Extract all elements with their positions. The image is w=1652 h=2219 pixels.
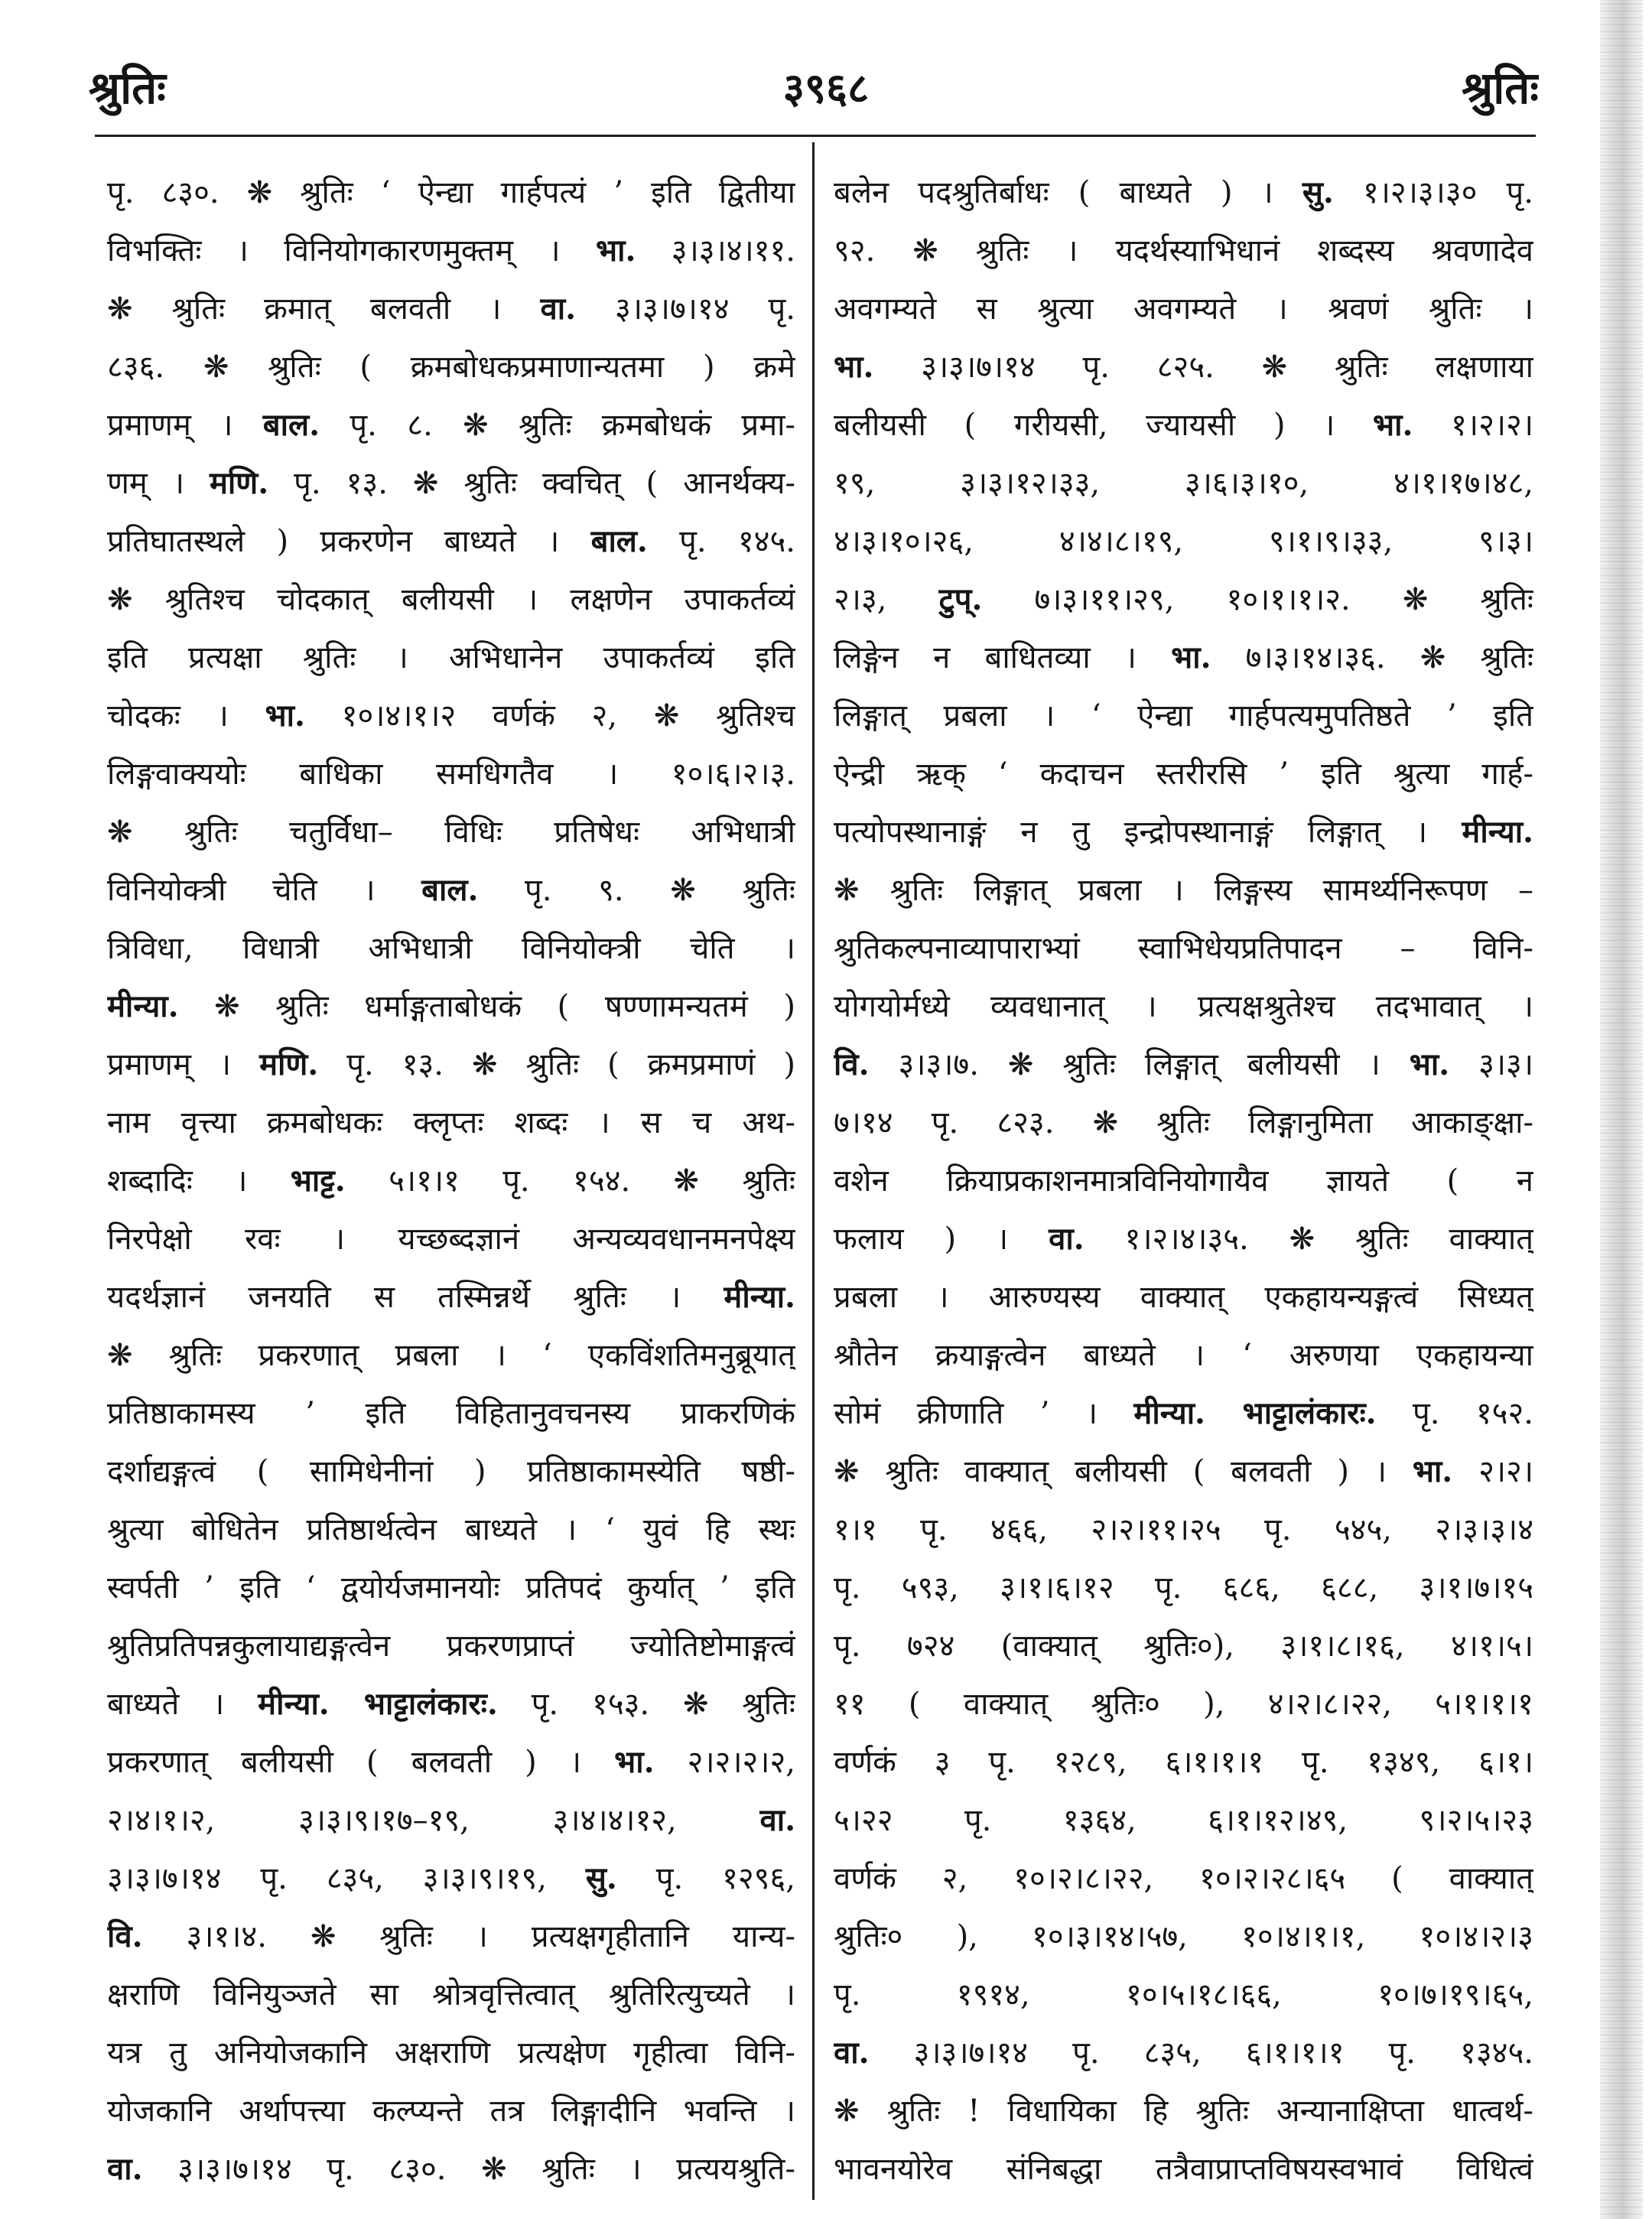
text-run: बलीयसी ( गरीयसी, ज्यायसी ) ।: [834, 408, 1374, 443]
text-run: ३।३।७।१४ पृ. ८२५. ❋ श्रुतिः लक्षणाया: [873, 350, 1533, 385]
text-line: [834, 396, 1533, 454]
text-line: [107, 1617, 795, 1675]
text-run: वर्णकं २, १०।२।८।२२, १०।२।२८।६५ ( वाक्यात्: [834, 1861, 1533, 1896]
text-run: श्रुतिकल्पनाव्यापाराभ्यां स्वाभिधेयप्रतिपादन – विनि-: [834, 931, 1533, 966]
text-line: [107, 1094, 795, 1152]
source-abbreviation: भा.: [265, 698, 305, 734]
page-number: ३९६८: [782, 63, 870, 112]
text-line: [107, 861, 795, 919]
source-abbreviation: भा.: [1409, 1046, 1450, 1082]
text-run: ११ ( वाक्यात् श्रुतिः० ), ४।२।८।२२, ५।१।१।१: [834, 1687, 1533, 1722]
text-run: श्रौतेन क्रयाङ्गत्वेन बाध्यते । ‘ अरुणया एकहायन्या: [834, 1338, 1533, 1373]
text-run: पृ. १३. ❋ श्रुतिः ( क्रमप्रमाणं ): [318, 1047, 795, 1082]
text-line: [107, 1443, 795, 1501]
source-abbreviation: बाल.: [590, 523, 648, 559]
source-abbreviation: भा.: [1373, 407, 1413, 443]
text-line: [834, 1850, 1533, 1908]
text-run: श्रुतिः० ), १०।३।१४।५७, १०।४।१।१, १०।४।२।३: [834, 1919, 1533, 1954]
text-run: ५।१।१ पृ. १५४. ❋ श्रुतिः: [345, 1163, 795, 1199]
scan-edge-noise: [1600, 0, 1643, 2219]
source-abbreviation: बाल.: [262, 407, 320, 443]
text-run: १९, ३।३।१२।३३, ३।६।३।१०, ४।१।१७।४८,: [834, 466, 1533, 501]
text-run: चोदकः ।: [107, 698, 265, 734]
text-run: १।१ पृ. ४६६, २।२।११।२५ पृ. ५४५, २।३।३।४: [834, 1512, 1533, 1547]
text-line: [107, 1791, 795, 1850]
text-run: णम् ।: [107, 466, 210, 501]
source-abbreviation: भा.: [1412, 1453, 1453, 1489]
text-run: योजकानि अर्थापत्त्या कल्प्यन्ते तत्र लिङ्गादीनि भवन्ति ।: [107, 2094, 795, 2129]
text-run: ❋ श्रुतिः धर्माङ्गताबोधकं ( षण्णामन्यतमं ): [178, 989, 795, 1024]
text-run: ऐन्द्री ऋक् ‘ कदाचन स्तरीरसि ’ इति श्रुत्या गार्ह-: [834, 756, 1533, 792]
text-run: विनियोक्त्री चेति ।: [107, 873, 422, 908]
text-run: त्रिविधा, विधात्री अभिधात्री विनियोक्त्री चेति ।: [107, 931, 795, 966]
text-line: [107, 1559, 795, 1617]
text-run: ३।१।४. ❋ श्रुतिः । प्रत्यक्षगृहीतानि यान्य-: [142, 1919, 795, 1954]
text-run: यदर्थज्ञानं जनयति स तस्मिन्नर्थे श्रुतिः ।: [107, 1280, 724, 1315]
source-abbreviation: भाट्ट.: [290, 1163, 346, 1199]
text-run: शब्दादिः ।: [107, 1163, 291, 1199]
text-run: ❋ श्रुतिः क्रमात् बलवती ।: [107, 291, 541, 327]
text-run: पृ. ८. ❋ श्रुतिः क्रमबोधकं प्रमा-: [320, 408, 795, 443]
text-run: लिङ्गेन न बाधितव्या ।: [834, 640, 1172, 675]
text-line: [107, 164, 795, 222]
text-run: पृ. ७२४ (वाक्यात् श्रुतिः०), ३।१।८।१६, ४।१।५।: [834, 1628, 1533, 1664]
text-run: सोमं क्रीणाति ’ ।: [834, 1396, 1134, 1431]
text-line: [107, 2082, 795, 2140]
text-run: स्वर्पती ’ इति ‘ द्वयोर्यजमानयोः प्रतिपदं कुर्यात् ’ इति: [107, 1570, 795, 1606]
text-line: [107, 1326, 795, 1384]
left-column: [107, 164, 795, 2198]
text-run: ❋ श्रुतिः वाक्यात् बलीयसी ( बलवती ) ।: [834, 1454, 1413, 1489]
text-line: [834, 338, 1533, 396]
source-abbreviation: वा.: [834, 2035, 870, 2071]
text-run: इति प्रत्यक्षा श्रुतिः । अभिधानेन उपाकर्तव्यं इति: [107, 640, 795, 675]
text-run: भावनयोरेव संनिबद्धा तत्रैवाप्राप्तविषयस्वभावं विधित्वं: [834, 2152, 1533, 2187]
text-line: [107, 1908, 795, 1966]
text-run: निरपेक्षो रवः । यच्छब्दज्ञानं अन्यव्यवधानमनपेक्ष्य: [107, 1222, 795, 1257]
text-run: पृ. ९. ❋ श्रुतिः: [478, 873, 795, 908]
source-abbreviation: वा.: [1049, 1221, 1085, 1257]
text-line: [834, 1326, 1533, 1384]
text-line: [834, 1094, 1533, 1152]
text-line: [107, 1210, 795, 1268]
right-column: [834, 164, 1533, 2198]
text-run: प्रमाणम् ।: [107, 1047, 260, 1082]
text-run: ७।१४ पृ. ८२३. ❋ श्रुतिः लिङ्गानुमिता आकाङ्क्षा-: [834, 1105, 1533, 1140]
text-run: ३।३।: [1449, 1047, 1533, 1082]
text-line: [834, 164, 1533, 222]
source-abbreviation: मीन्या.: [107, 988, 179, 1024]
text-line: [834, 2140, 1533, 2198]
text-line: [834, 629, 1533, 687]
text-line: [107, 1268, 795, 1326]
text-line: [107, 571, 795, 629]
text-run: प्रकरणात् बलीयसी ( बलवती ) ।: [107, 1745, 615, 1780]
text-run: पृ. १३. ❋ श्रुतिः क्वचित् ( आनर्थक्य-: [268, 466, 795, 501]
text-run: दर्शाद्यङ्गत्वं ( सामिधेनीनां ) प्रतिष्ठाकामस्येति षष्ठी-: [107, 1454, 795, 1489]
text-line: [834, 1966, 1533, 2024]
text-line: [834, 1791, 1533, 1850]
text-line: [834, 803, 1533, 861]
text-line: [834, 1908, 1533, 1966]
text-line: [107, 2140, 795, 2198]
text-line: [107, 1152, 795, 1210]
text-run: यत्र तु अनियोजकानि अक्षराणि प्रत्यक्षेण गृहीत्वा विनि-: [107, 2035, 795, 2071]
text-line: [834, 1733, 1533, 1791]
text-line: [107, 2024, 795, 2082]
text-run: ३।३।४।११.: [636, 233, 795, 268]
source-abbreviation: टुप्.: [938, 581, 983, 617]
text-line: [834, 1559, 1533, 1617]
text-run: ९२. ❋ श्रुतिः । यदर्थस्याभिधानं शब्दस्य श्रवणादेव: [834, 233, 1533, 268]
text-line: [107, 978, 795, 1036]
text-line: [107, 803, 795, 861]
text-run: प्रबला । आरुण्यस्य वाक्यात् एकहायन्यङ्गत्वं सिध्यत्: [834, 1280, 1533, 1315]
text-run: ❋ श्रुतिश्च चोदकात् बलीयसी । लक्षणेन उपाकर्तव्यं: [107, 582, 795, 617]
source-abbreviation: भा.: [1171, 639, 1211, 675]
text-line: [834, 1443, 1533, 1501]
text-line: [107, 222, 795, 280]
source-abbreviation: भा.: [614, 1744, 655, 1780]
text-line: [834, 745, 1533, 803]
text-run: पृ. १५३. ❋ श्रुतिः: [497, 1687, 795, 1722]
text-run: श्रुत्या बोधितेन प्रतिष्ठार्थत्वेन बाध्यते । ‘ युवं हि स्थः: [107, 1512, 795, 1547]
text-line: [834, 861, 1533, 919]
text-line: [107, 1384, 795, 1443]
text-line: [834, 687, 1533, 745]
text-run: पृ. १९१४, १०।५।१८।६६, १०।७।१९।६५,: [834, 1977, 1533, 2012]
text-line: [834, 1036, 1533, 1094]
text-line: [834, 1152, 1533, 1210]
text-line: [107, 338, 795, 396]
text-run: ३।३।७।१४ पृ.: [576, 291, 795, 327]
text-line: [834, 454, 1533, 512]
text-line: [107, 1850, 795, 1908]
text-line: [834, 512, 1533, 571]
text-line: [107, 396, 795, 454]
text-run: ❋ श्रुतिः लिङ्गात् प्रबला । लिङ्गस्य सामर्थ्यनिरूपण –: [834, 873, 1533, 908]
text-run: २।२।: [1452, 1454, 1533, 1489]
text-run: प्रतिघातस्थले ) प्रकरणेन बाध्यते ।: [107, 524, 591, 559]
source-abbreviation: वा.: [540, 291, 577, 327]
text-run: वशेन क्रियाप्रकाशनमात्रविनियोगायैव ज्ञायते ( न: [834, 1163, 1533, 1199]
text-run: ३।३।७. ❋ श्रुतिः लिङ्गात् बलीयसी ।: [869, 1047, 1410, 1082]
text-run: ३।३।७।१४ पृ. ८३५, ३।३।९।१९,: [107, 1861, 586, 1896]
text-run: पत्योपस्थानाङ्गं न तु इन्द्रोपस्थानाङ्गं लिङ्गात् ।: [834, 815, 1462, 850]
text-line: [834, 2024, 1533, 2082]
text-run: २।३,: [834, 582, 939, 617]
text-run: नाम वृत्त्या क्रमबोधकः क्लृप्तः शब्दः । स च अथ-: [107, 1105, 795, 1140]
text-line: [834, 1675, 1533, 1733]
text-run: ३।३।७।१४ पृ. ८३०. ❋ श्रुतिः । प्रत्ययश्रुति-: [142, 2152, 795, 2187]
text-line: [107, 745, 795, 803]
text-line: [834, 280, 1533, 338]
text-run: बाध्यते ।: [107, 1687, 259, 1722]
text-line: [834, 1501, 1533, 1559]
text-run: लिङ्गात् प्रबला । ‘ ऐन्द्या गार्हपत्यमुपतिष्ठते ’ इति: [834, 698, 1533, 734]
text-line: [834, 1268, 1533, 1326]
text-line: [107, 1036, 795, 1094]
text-run: ❋ श्रुतिः ! विधायिका हि श्रुतिः अन्यानाक्षिप्ता धात्वर्थ-: [834, 2094, 1533, 2129]
text-line: [834, 222, 1533, 280]
text-run: पृ. १४५.: [647, 524, 795, 559]
text-line: [107, 687, 795, 745]
source-abbreviation: मीन्या.: [1462, 814, 1533, 850]
text-run: अवगम्यते स श्रुत्या अवगम्यते । श्रवणं श्रुतिः ।: [834, 291, 1533, 327]
text-line: [834, 978, 1533, 1036]
text-line: [107, 629, 795, 687]
source-abbreviation: वि.: [107, 1918, 143, 1954]
text-run: १०।४।१।२ वर्णकं २, ❋ श्रुतिश्च: [304, 698, 795, 734]
source-abbreviation: मीन्या. भाट्टालंकारः.: [258, 1686, 498, 1722]
source-abbreviation: सु.: [1302, 174, 1334, 210]
text-line: [107, 1966, 795, 2024]
text-line: [107, 512, 795, 571]
text-line: [834, 919, 1533, 978]
source-abbreviation: मीन्या. भाट्टालंकारः.: [1133, 1395, 1377, 1431]
text-line: [107, 280, 795, 338]
text-run: योगयोर्मध्ये व्यवधानात् । प्रत्यक्षश्रुतेश्च तदभावात् ।: [834, 989, 1533, 1024]
text-line: [107, 919, 795, 978]
text-line: [107, 1501, 795, 1559]
text-run: १।२।३।३० पृ.: [1333, 175, 1533, 210]
text-run: फलाय ) ।: [834, 1222, 1049, 1257]
text-run: क्षराणि विनियुञ्जते सा श्रोत्रवृत्तित्वात् श्रुतिरित्युच्यते ।: [107, 1977, 795, 2012]
source-abbreviation: बाल.: [421, 872, 479, 908]
column-divider: [812, 142, 815, 2200]
text-run: ७।३।१४।३६. ❋ श्रुतिः: [1211, 640, 1533, 675]
text-run: ७।३।११।२९, १०।१।१।२. ❋ श्रुतिः: [982, 582, 1533, 617]
text-line: [107, 1733, 795, 1791]
text-run: विभक्तिः । विनियोगकारणमुक्तम् ।: [107, 233, 596, 268]
source-abbreviation: वि.: [834, 1046, 870, 1082]
text-run: पृ. ५९३, ३।१।६।१२ पृ. ६८६, ६८८, ३।१।७।१५: [834, 1570, 1533, 1606]
source-abbreviation: सु.: [585, 1860, 617, 1896]
text-line: [834, 1210, 1533, 1268]
text-run: १।२।४।३५. ❋ श्रुतिः वाक्यात्: [1084, 1222, 1533, 1257]
source-abbreviation: वा.: [759, 1802, 795, 1838]
text-run: श्रुतिप्रतिपन्नकुलायाद्यङ्गत्वेन प्रकरणप्राप्तं ज्योतिष्टोमाङ्गत्वं: [107, 1628, 795, 1664]
source-abbreviation: मणि.: [259, 1046, 319, 1082]
source-abbreviation: भा.: [595, 233, 636, 268]
text-run: लिङ्गवाक्ययोः बाधिका समधिगतैव । १०।६।२।३.: [107, 756, 795, 792]
source-abbreviation: भा.: [834, 349, 874, 385]
source-abbreviation: वा.: [107, 2151, 143, 2187]
text-run: पृ. १५२.: [1376, 1396, 1533, 1431]
text-line: [834, 1384, 1533, 1443]
text-line: [834, 1617, 1533, 1675]
text-run: पृ. १२९६,: [616, 1861, 795, 1896]
text-run: ४।३।१०।२६, ४।४।८।१९, ९।१।९।३३, ९।३।: [834, 524, 1533, 559]
text-run: २।२।२।२,: [654, 1745, 795, 1780]
text-run: ❋ श्रुतिः प्रकरणात् प्रबला । ‘ एकविंशतिमनुब्रूयात्: [107, 1338, 795, 1373]
text-line: [107, 454, 795, 512]
text-run: ३।३।७।१४ पृ. ८३५, ६।१।१।१ पृ. १३४५.: [869, 2035, 1533, 2071]
running-head-left: श्रुतिः: [89, 62, 166, 114]
text-run: १।२।२।: [1413, 408, 1533, 443]
text-run: वर्णकं ३ पृ. १२८९, ६।१।१।१ पृ. १३४९, ६।१।: [834, 1745, 1533, 1780]
header-rule: [95, 135, 1536, 137]
text-run: पृ. ८३०. ❋ श्रुतिः ‘ ऐन्द्या गार्हपत्यं ’ इति द्वितीया: [107, 175, 795, 210]
running-head-right: श्रुतिः: [1462, 62, 1539, 114]
text-run: ❋ श्रुतिः चतुर्विधा– विधिः प्रतिषेधः अभिधात्री: [107, 815, 795, 850]
source-abbreviation: मीन्या.: [724, 1279, 795, 1315]
text-run: ५।२२ पृ. १३६४, ६।१।१२।४९, ९।२।५।२३: [834, 1803, 1533, 1838]
text-run: बलेन पदश्रुतिर्बाधः ( बाध्यते ) ।: [834, 175, 1302, 210]
text-run: प्रमाणम् ।: [107, 408, 263, 443]
text-run: प्रतिष्ठाकामस्य ’ इति विहितानुवचनस्य प्राकरणिकं: [107, 1396, 795, 1431]
source-abbreviation: मणि.: [210, 465, 269, 501]
text-run: ८३६. ❋ श्रुतिः ( क्रमबोधकप्रमाणान्यतमा ) क्रमे: [107, 350, 795, 385]
text-line: [834, 571, 1533, 629]
text-line: [834, 2082, 1533, 2140]
text-line: [107, 1675, 795, 1733]
text-run: २।४।१।२, ३।३।९।१७–१९, ३।४।४।१२,: [107, 1803, 760, 1838]
